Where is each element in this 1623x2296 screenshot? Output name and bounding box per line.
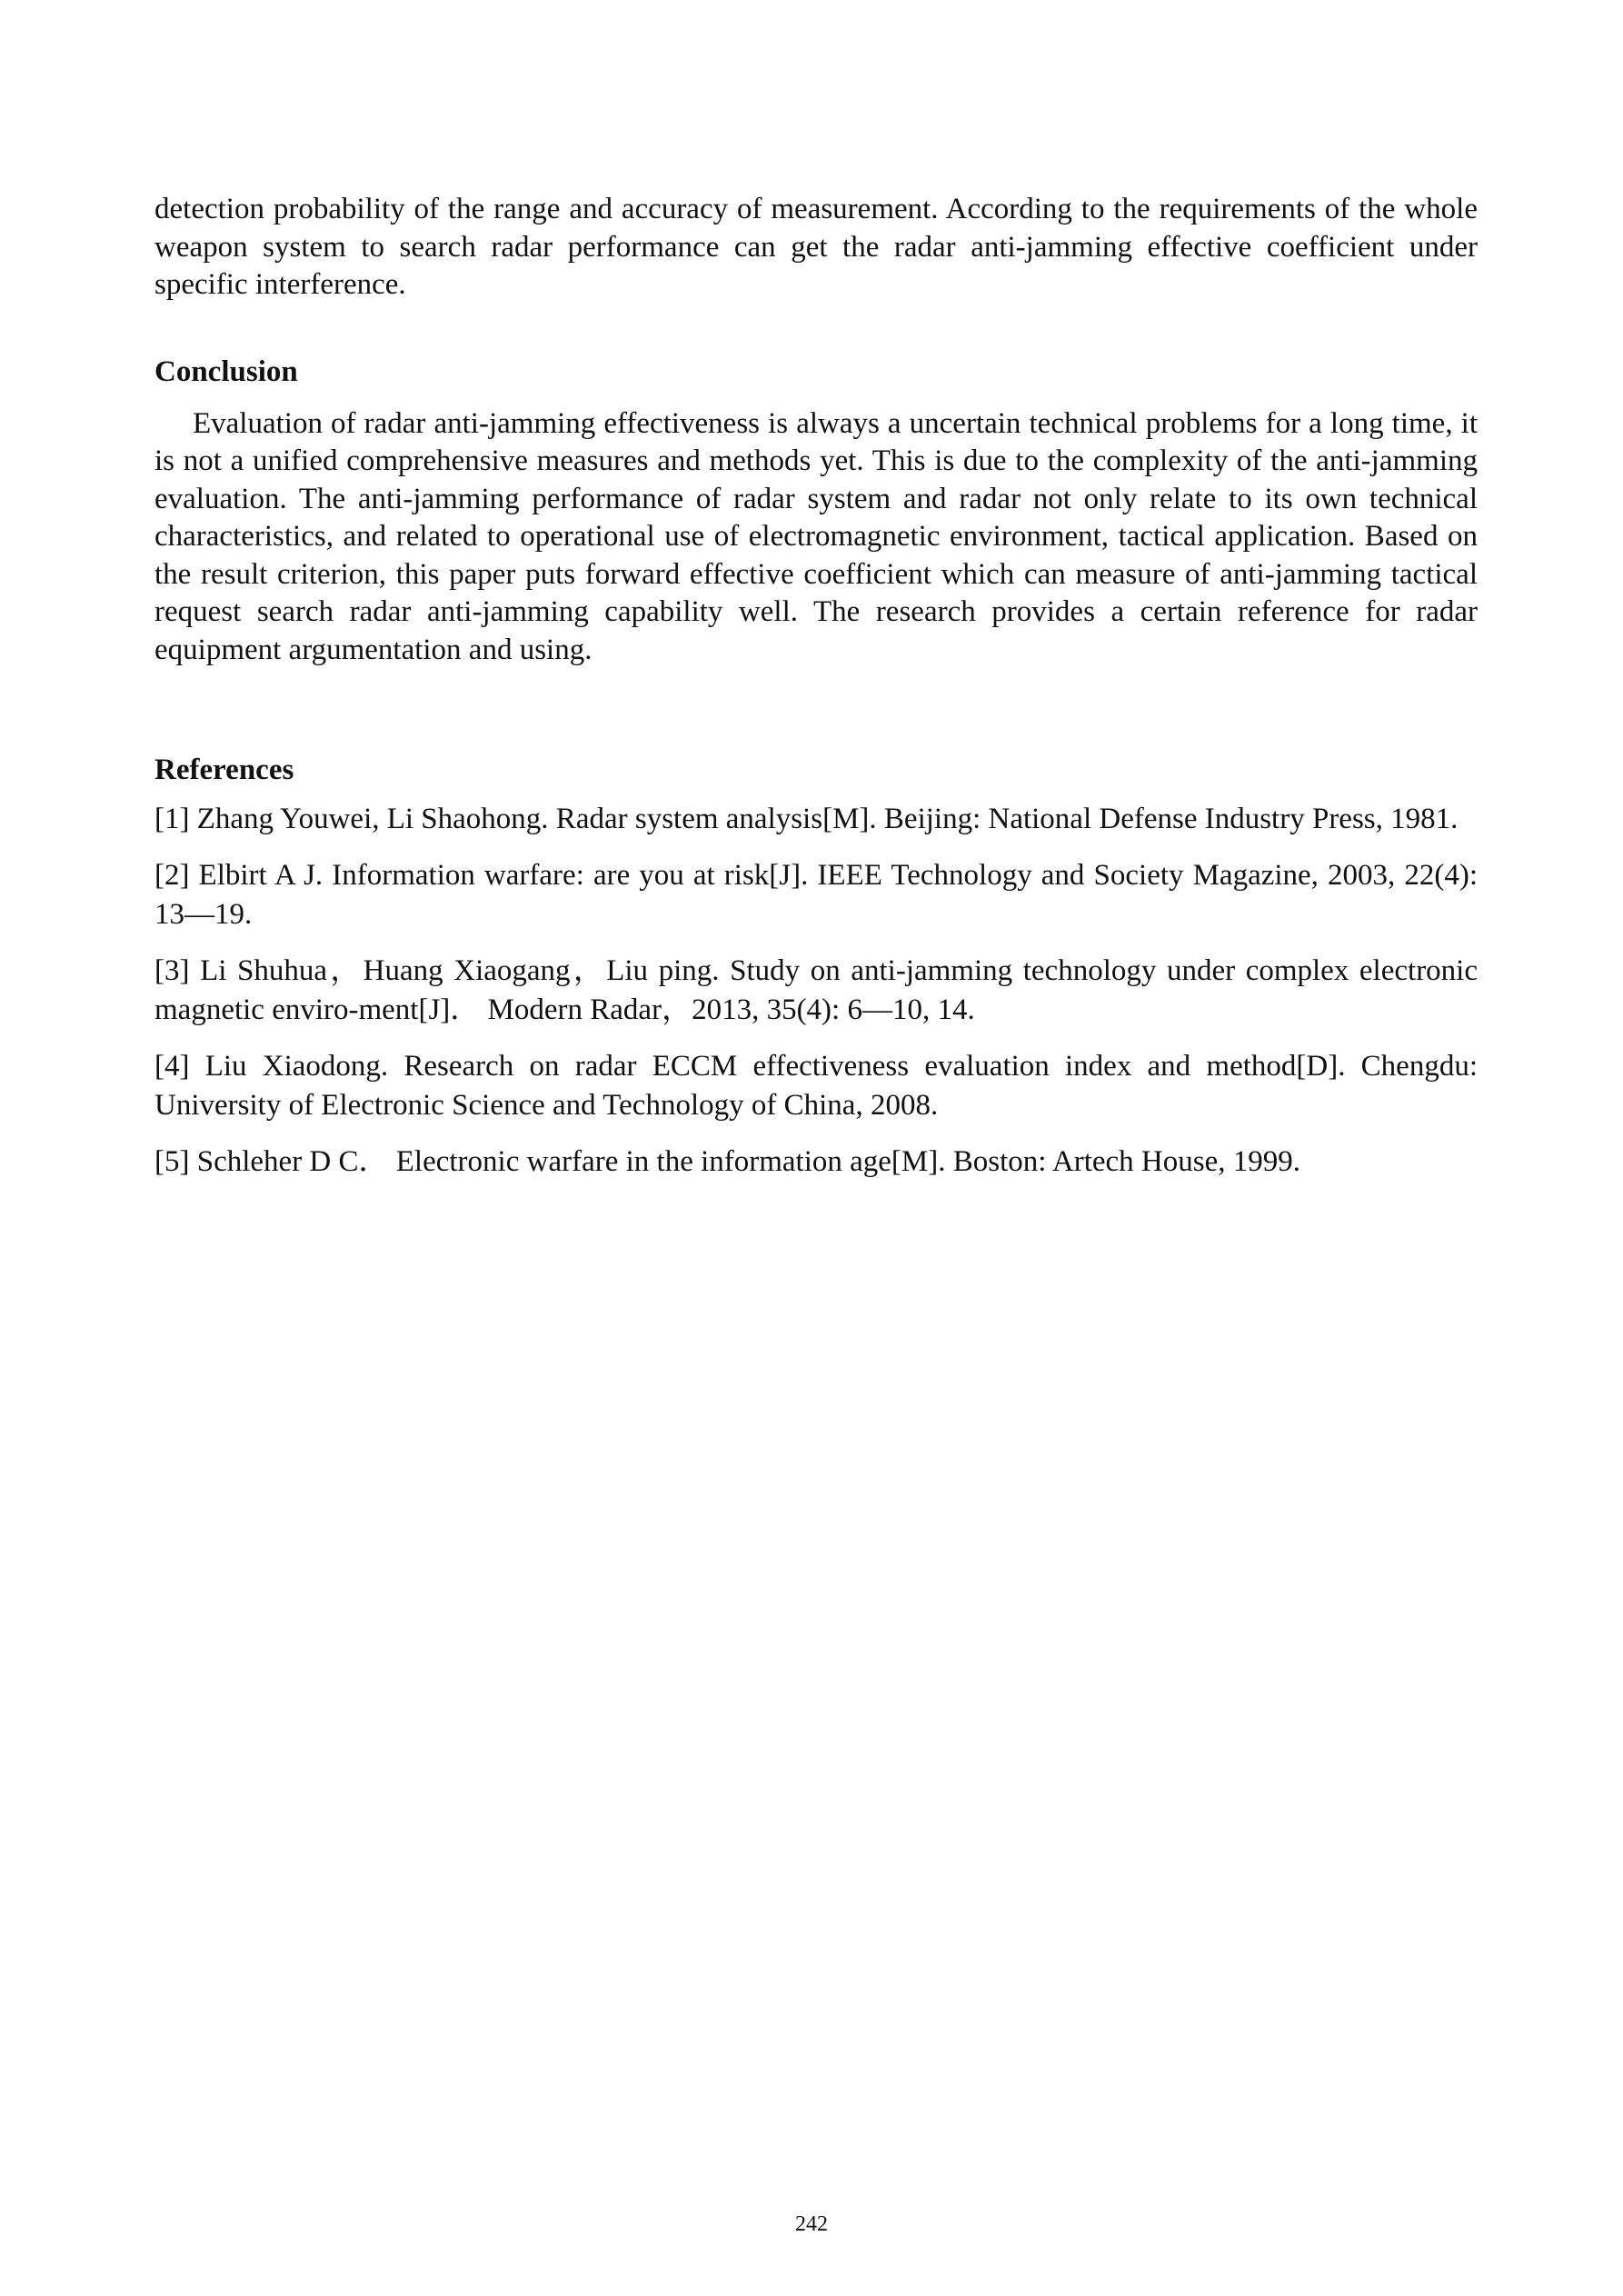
reference-list [154, 800, 1478, 1182]
reference-item: [4] Liu Xiaodong. Research on radar ECCM effectiveness evaluation index and method[D]. Chengdu: University of Electronic Science and Technology of China, 2008. [154, 1050, 1478, 1122]
intro-paragraph: detection probability of the range and accuracy of measurement. According to the requirements of the whole weapon system to search radar performance can get the radar anti-jamming effective coefficient under specific interference. [154, 193, 1478, 301]
conclusion-heading: Conclusion [154, 354, 298, 388]
reference-item: [2] Elbirt A J. Information warfare: are you at risk[J]. IEEE Technology and Society Magazine, 2003, 22(4): 13—19. [154, 859, 1478, 931]
references-heading: References [154, 754, 294, 786]
page-number: 242 [795, 2212, 828, 2236]
page-body [154, 191, 1478, 1199]
reference-item: [5] Schleher D C． Electronic warfare in the information age[M]. Boston: Artech House, 1999. [154, 1145, 1300, 1178]
reference-item: [3] Li Shuhua，Huang Xiaogang，Liu ping. Study on anti-jamming technology under complex electronic magnetic enviro-ment[J]． Modern Radar，2013, 35(4): 6—10, 14. [154, 954, 1478, 1026]
reference-item: [1] Zhang Youwei, Li Shaohong. Radar system analysis[M]. Beijing: National Defense Industry Press, 1981. [154, 803, 1459, 835]
conclusion-paragraph: Evaluation of radar anti-jamming effectiveness is always a uncertain technical problems for a long time, it is not a unified comprehensive measures and methods yet. This is due to the complexity of the anti-jamming evaluation. The anti-jamming performance of radar system and radar not only relate to its own technical characteristics, and related to operational use of electromagnetic environment, tactical application. Based on the result criterion, this paper puts forward effective coefficient which can measure of anti-jamming tactical request search radar anti-jamming capability well. The research provides a certain reference for radar equipment argumentation and using. [154, 406, 1478, 666]
